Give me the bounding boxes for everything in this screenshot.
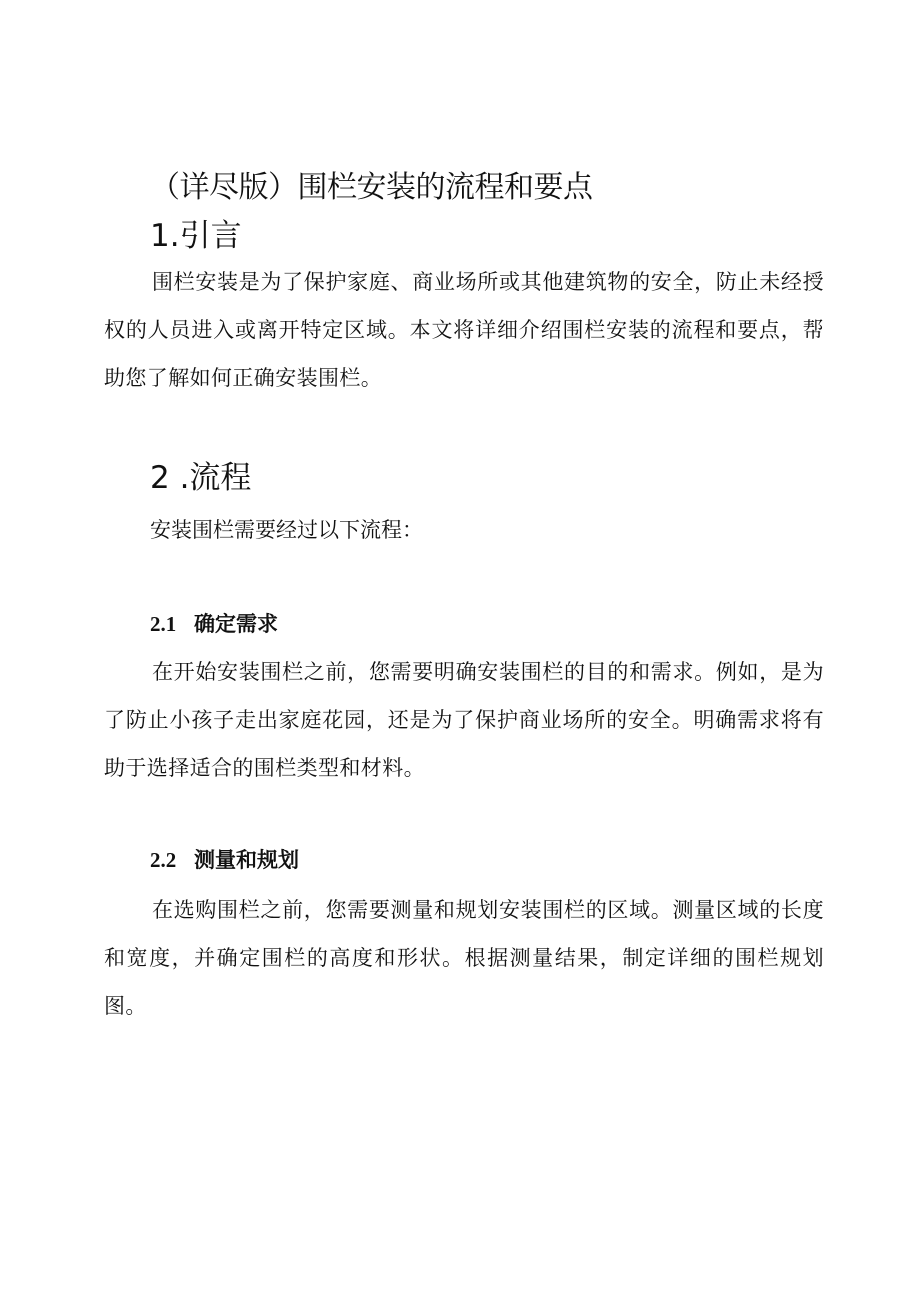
section-2-intro: 安装围栏需要经过以下流程： [150,518,423,542]
subsection-2-2-number: 2.2 [150,848,177,872]
subsection-2-2-title: 测量和规划 [194,848,299,872]
subsection-2-2-heading [150,844,299,876]
section-1-paragraph: 围栏安装是为了保护家庭、商业场所或其他建筑物的安全，防止未经授权的人员进入或离开特定区域。本文将详细介绍围栏安装的流程和要点，帮助您了解如何正确安装围栏。 [104,270,824,390]
subsection-2-1-title: 确定需求 [194,612,278,636]
subsection-2-1-paragraph: 在开始安装围栏之前，您需要明确安装围栏的目的和需求。例如，是为了防止小孩子走出家庭花园，还是为了保护商业场所的安全。明确需求将有助于选择适合的围栏类型和材料。 [104,660,824,780]
section-2-heading: 2 .流程 [150,460,252,496]
subsection-2-2-paragraph: 在选购围栏之前，您需要测量和规划安装围栏的区域。测量区域的长度和宽度，并确定围栏的高度和形状。根据测量结果，制定详细的围栏规划图。 [104,898,824,1018]
section-1-heading: 1.引言 [150,218,242,254]
subsection-2-1-heading [150,608,278,640]
subsection-2-1-number: 2.1 [150,612,177,636]
document-title: （详尽版）围栏安装的流程和要点 [150,170,593,205]
